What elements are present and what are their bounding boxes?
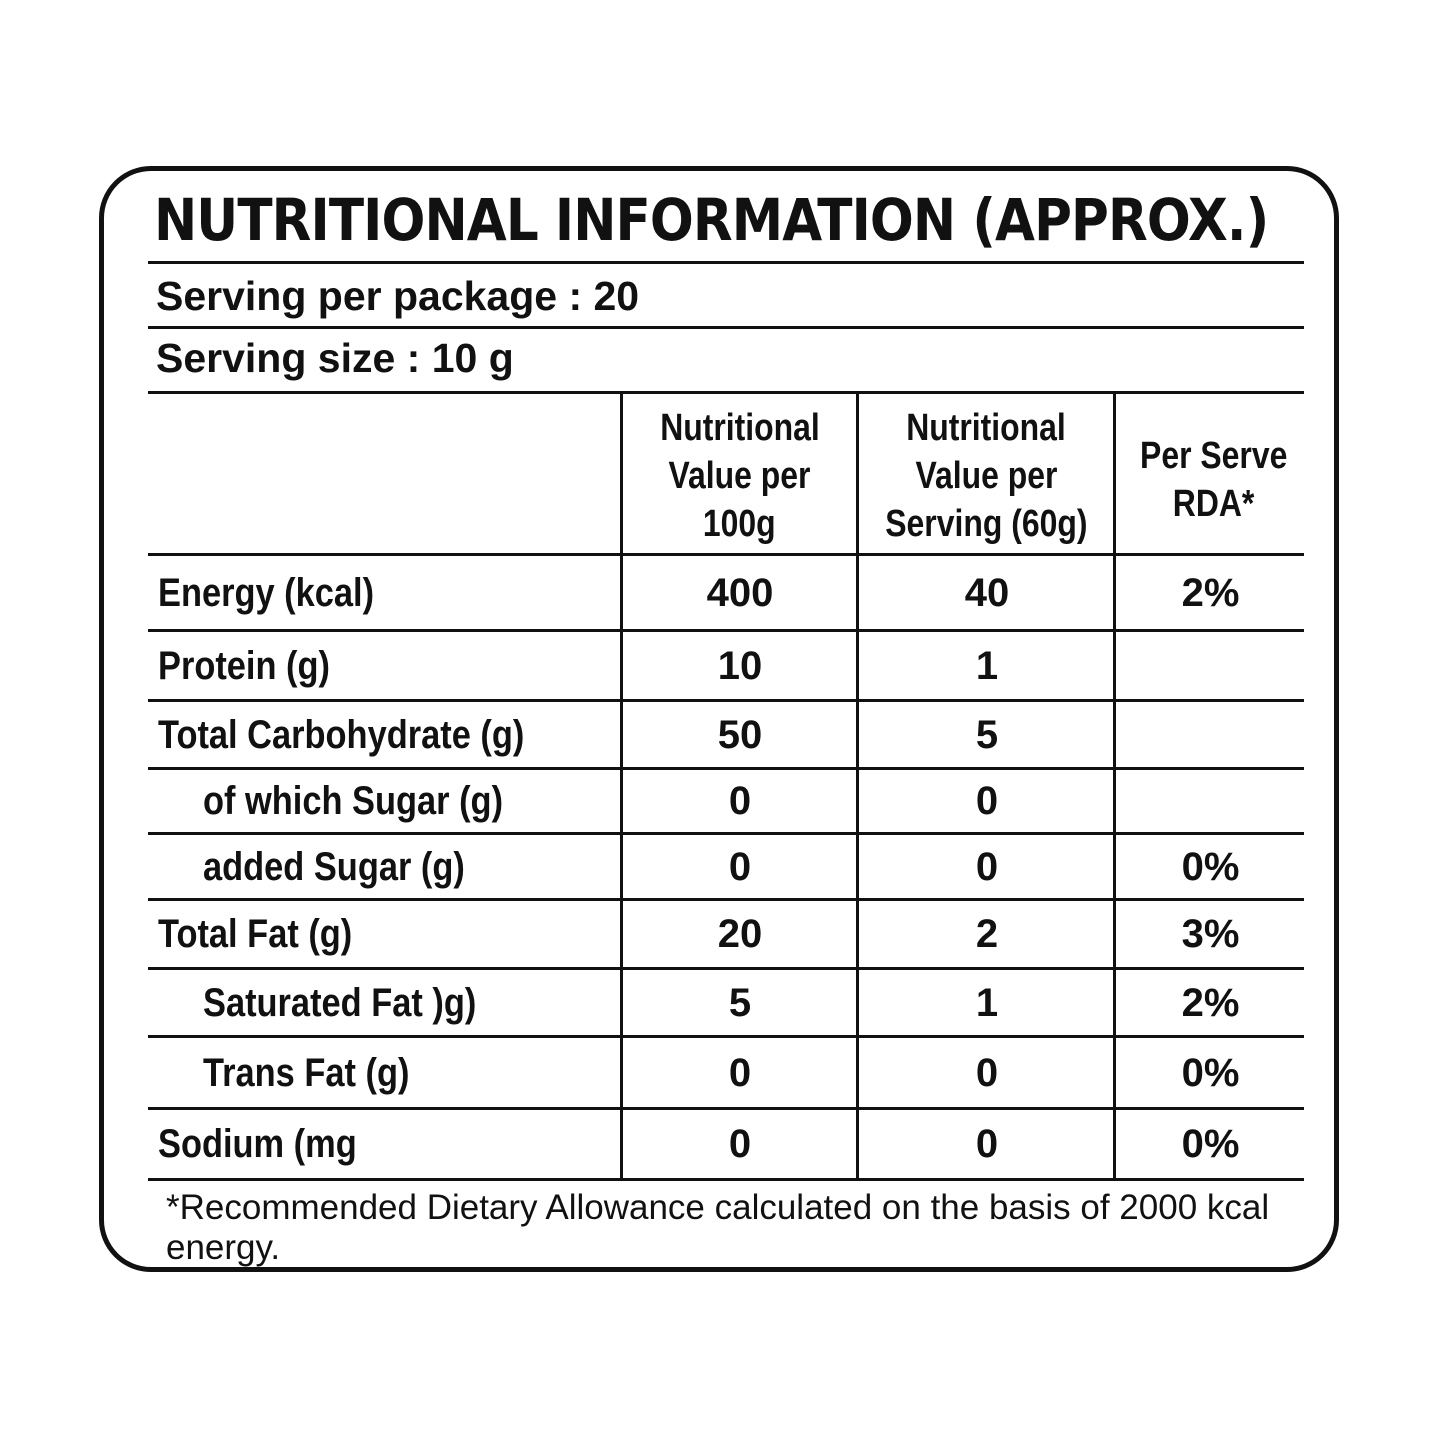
nutrient-name: Total Fat (g) [158, 912, 353, 956]
value-per-100g: 400 [706, 570, 774, 615]
table-row-total-fat [148, 901, 1304, 968]
table-row-sugar [148, 770, 1304, 833]
value-per-100g: 5 [728, 980, 752, 1025]
table-row-added-sugar [148, 835, 1304, 899]
value-per-100g: 0 [728, 1121, 752, 1166]
column-header-per-100g [623, 396, 856, 556]
rda-footnote: *Recommended Dietary Allowance calculated on the basis of 2000 kcal energy. [166, 1188, 1270, 1267]
column-header-per-serving-line-1: Nutritional [906, 407, 1066, 449]
value-per-serving: 0 [975, 779, 999, 823]
table-row-sodium [148, 1110, 1304, 1178]
value-per-100g: 50 [717, 712, 763, 757]
divider-title [148, 261, 1304, 264]
value-per-100g: 10 [717, 643, 763, 688]
column-header-per-serving-line-3: Serving (60g) [884, 503, 1088, 545]
value-rda [1117, 770, 1304, 833]
divider-serving-package [148, 326, 1304, 329]
value-per-serving: 0 [975, 1050, 999, 1095]
value-per-serving: 0 [975, 844, 999, 889]
nutrient-name: Trans Fat (g) [203, 1050, 410, 1095]
column-header-per-100g-line-3: 100g [703, 503, 776, 545]
value-rda: 2% [1181, 570, 1240, 615]
value-per-serving: 5 [975, 712, 999, 757]
value-rda: 3% [1181, 912, 1240, 956]
column-header-rda [1116, 400, 1311, 560]
column-header-per-100g-line-2: Value per [668, 455, 811, 497]
column-header-per-serving-line-2: Value per [915, 455, 1057, 497]
column-header-rda-line-2: RDA* [1172, 483, 1255, 525]
divider-header-top [148, 391, 1304, 394]
value-per-100g: 0 [728, 844, 752, 889]
nutrient-name: Protein (g) [158, 643, 330, 688]
nutrient-name: of which Sugar (g) [203, 779, 504, 823]
value-per-serving: 0 [975, 1121, 999, 1166]
value-rda [1117, 632, 1304, 700]
value-rda: 0% [1181, 1121, 1240, 1166]
nutrient-name: Sodium (mg [158, 1121, 357, 1166]
serving-per-package: Serving per package : 20 [156, 273, 640, 319]
table-row-energy [148, 556, 1304, 630]
value-per-serving: 1 [975, 980, 999, 1025]
value-per-100g: 0 [728, 779, 752, 823]
divider-table-bottom [148, 1178, 1304, 1181]
table-row-trans-fat [148, 1038, 1304, 1108]
value-rda: 2% [1181, 980, 1240, 1025]
column-header-per-serving [859, 396, 1113, 556]
serving-size: Serving size : 10 g [156, 335, 514, 381]
label-title: NUTRITIONAL INFORMATION (APPROX.) [154, 186, 1269, 254]
value-rda: 0% [1181, 1050, 1240, 1095]
nutrient-name: added Sugar (g) [203, 844, 465, 889]
nutrient-name: Saturated Fat )g) [203, 980, 477, 1025]
nutrient-name: Total Carbohydrate (g) [158, 712, 525, 757]
value-per-100g: 20 [717, 912, 763, 956]
value-per-serving: 1 [975, 643, 999, 688]
value-per-serving: 2 [975, 912, 999, 956]
table-row-saturated-fat [148, 970, 1304, 1036]
value-rda: 0% [1181, 844, 1240, 889]
value-rda [1117, 702, 1304, 768]
table-row-protein [148, 632, 1304, 700]
column-header-rda-line-1: Per Serve [1139, 435, 1288, 477]
column-header-per-100g-line-1: Nutritional [659, 407, 820, 449]
value-per-100g: 0 [728, 1050, 752, 1095]
nutrient-name: Energy (kcal) [158, 570, 375, 615]
value-per-serving: 40 [964, 570, 1010, 615]
table-row-total-carbohydrate [148, 702, 1304, 768]
